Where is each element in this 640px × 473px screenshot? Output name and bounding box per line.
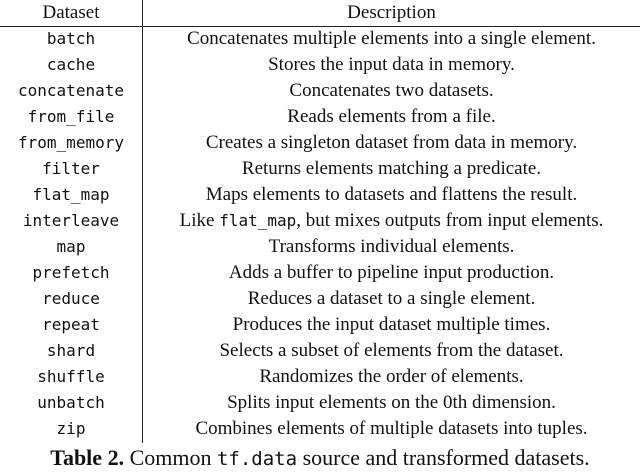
dataset-name: shuffle xyxy=(37,367,105,386)
description-pre: Like xyxy=(179,210,220,231)
table-row xyxy=(0,416,640,442)
table-row xyxy=(0,208,640,234)
table-row xyxy=(0,338,640,364)
dataset-name: map xyxy=(56,237,86,256)
table-row xyxy=(0,104,640,130)
table-caption xyxy=(0,444,640,473)
dataset-name: zip xyxy=(56,419,86,438)
description-post: , but mixes outputs from input elements. xyxy=(296,210,604,231)
header-dataset: Dataset xyxy=(42,2,100,23)
dataset-name: from_memory xyxy=(18,133,124,152)
dataset-description: Reads elements from a file. xyxy=(287,106,496,127)
dataset-name: cache xyxy=(46,55,96,74)
table-row xyxy=(0,156,640,182)
table-row xyxy=(0,130,640,156)
dataset-description: Returns elements matching a predicate. xyxy=(241,158,542,179)
dataset-description: Splits input elements on the 0th dimension. xyxy=(227,392,556,413)
dataset-description: Produces the input dataset multiple times. xyxy=(232,314,551,335)
dataset-description: Stores the input data in memory. xyxy=(268,54,515,75)
dataset-name: repeat xyxy=(42,315,100,334)
dataset-name: unbatch xyxy=(37,393,105,412)
caption-pre: Common xyxy=(124,445,217,470)
header-description: Description xyxy=(347,2,436,23)
dataset-name: flat_map xyxy=(32,185,110,204)
dataset-description: Reduces a dataset to a single element. xyxy=(247,288,536,309)
dataset-description: Maps elements to datasets and flattens the result. xyxy=(205,184,578,205)
table-row xyxy=(0,182,640,208)
dataset-name: from_file xyxy=(27,107,115,126)
dataset-name: interleave xyxy=(22,211,120,230)
dataset-description: Creates a singleton dataset from data in memory. xyxy=(205,132,578,153)
dataset-name: shard xyxy=(46,341,96,360)
dataset-name: concatenate xyxy=(18,81,124,100)
dataset-name: batch xyxy=(46,29,96,48)
dataset-name: filter xyxy=(42,159,100,178)
dataset-description: Randomizes the order of elements. xyxy=(259,366,524,387)
table-row xyxy=(0,52,640,78)
table-row xyxy=(0,390,640,416)
table-row xyxy=(0,234,640,260)
caption-post: source and transformed datasets. xyxy=(297,445,590,470)
description-code: flat_map xyxy=(219,211,297,230)
table-row xyxy=(0,26,640,52)
dataset-description: Concatenates two datasets. xyxy=(289,80,494,101)
table-row xyxy=(0,286,640,312)
table-header xyxy=(0,0,640,26)
dataset-description: Transforms individual elements. xyxy=(268,236,515,257)
dataset-description xyxy=(143,208,640,234)
table-row xyxy=(0,260,640,286)
caption-code: tf.data xyxy=(216,448,298,470)
dataset-description: Concatenates multiple elements into a single element. xyxy=(187,28,596,49)
caption-label: Table 2. xyxy=(50,445,125,470)
table-row xyxy=(0,364,640,390)
dataset-name: reduce xyxy=(42,289,100,308)
dataset-name: prefetch xyxy=(32,263,110,282)
dataset-description: Combines elements of multiple datasets into tuples. xyxy=(195,418,588,439)
table-row xyxy=(0,78,640,104)
table-row xyxy=(0,312,640,338)
dataset-description: Adds a buffer to pipeline input production. xyxy=(228,262,555,283)
dataset-description: Selects a subset of elements from the dataset. xyxy=(219,340,564,361)
